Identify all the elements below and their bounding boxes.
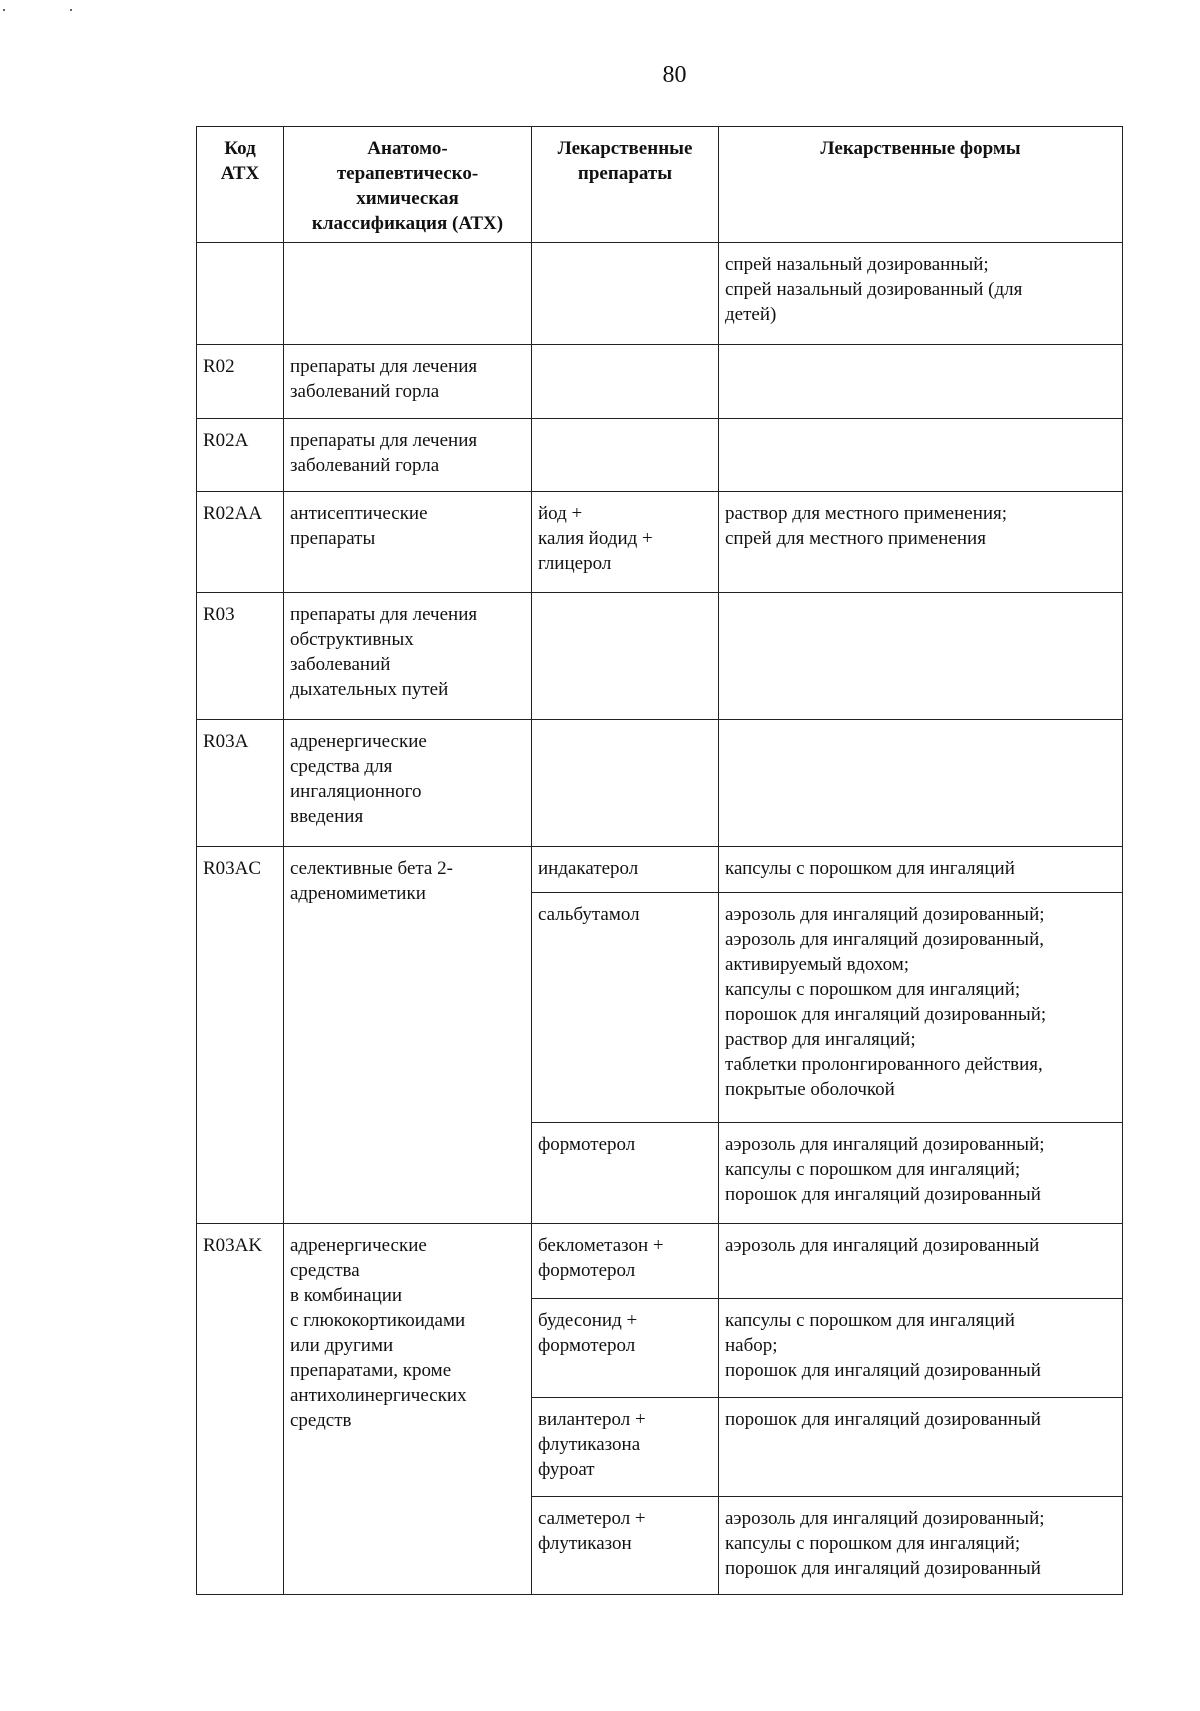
cell-classification: антисептические препараты xyxy=(284,492,532,593)
cell-code xyxy=(197,243,284,345)
cell-drug: сальбутамол xyxy=(532,893,719,1123)
cell-code: R03 xyxy=(197,593,284,720)
cell-forms: капсулы с порошком для ингаляций xyxy=(719,847,1123,893)
cell-drug: вилантерол + флутиказона фуроат xyxy=(532,1398,719,1497)
cell-forms xyxy=(719,419,1123,492)
cell-forms: аэрозоль для ингаляций дозированный; капсулы с порошком для ингаляций; порошок для ингаляций дозированный xyxy=(719,1123,1123,1224)
cell-drug: индакатерол xyxy=(532,847,719,893)
atx-table xyxy=(196,126,1123,1595)
table-row xyxy=(197,720,1123,847)
cell-drug xyxy=(532,720,719,847)
cell-drug xyxy=(532,419,719,492)
cell-code: R02 xyxy=(197,345,284,419)
cell-drug: беклометазон + формотерол xyxy=(532,1224,719,1299)
table-row xyxy=(197,593,1123,720)
table-row xyxy=(197,492,1123,593)
cell-classification: адренергические средства для ингаляционного введения xyxy=(284,720,532,847)
scan-artifact xyxy=(70,9,72,11)
cell-forms: аэрозоль для ингаляций дозированный; аэрозоль для ингаляций дозированный, активируемый вдохом; капсулы с порошком для ингаляций; порошок для ингаляций дозированный; раствор для ингаляций; таблетки пролонгированного действия, покрытые оболочкой xyxy=(719,893,1123,1123)
cell-classification: препараты для лечения обструктивных заболеваний дыхательных путей xyxy=(284,593,532,720)
cell-classification: селективные бета 2- адреномиметики xyxy=(284,847,532,1224)
table-row xyxy=(197,847,1123,893)
cell-forms xyxy=(719,345,1123,419)
page-number: 80 xyxy=(662,62,687,88)
cell-forms xyxy=(719,720,1123,847)
cell-drug xyxy=(532,243,719,345)
header-classification: Анатомо- терапевтическо- химическая классификация (АТХ) xyxy=(284,127,532,243)
cell-drug xyxy=(532,345,719,419)
cell-classification: препараты для лечения заболеваний горла xyxy=(284,345,532,419)
table-row xyxy=(197,419,1123,492)
cell-code: R02AA xyxy=(197,492,284,593)
cell-code: R03A xyxy=(197,720,284,847)
cell-code: R02A xyxy=(197,419,284,492)
cell-drug xyxy=(532,593,719,720)
cell-forms: капсулы с порошком для ингаляций набор; порошок для ингаляций дозированный xyxy=(719,1299,1123,1398)
cell-forms: спрей назальный дозированный; спрей назальный дозированный (для детей) xyxy=(719,243,1123,345)
cell-drug: формотерол xyxy=(532,1123,719,1224)
cell-forms: аэрозоль для ингаляций дозированный xyxy=(719,1224,1123,1299)
header-forms: Лекарственные формы xyxy=(719,127,1123,243)
cell-drug: йод + калия йодид + глицерол xyxy=(532,492,719,593)
cell-classification: препараты для лечения заболеваний горла xyxy=(284,419,532,492)
table-row xyxy=(197,1224,1123,1299)
table-row xyxy=(197,345,1123,419)
table-row xyxy=(197,243,1123,345)
scan-artifact xyxy=(3,9,5,11)
cell-drug: салметерол + флутиказон xyxy=(532,1497,719,1595)
cell-classification: адренергические средства в комбинации с глюкокортикоидами или другими препаратами, кроме антихолинергических средств xyxy=(284,1224,532,1595)
cell-code: R03AK xyxy=(197,1224,284,1595)
cell-code: R03AC xyxy=(197,847,284,1224)
cell-forms: порошок для ингаляций дозированный xyxy=(719,1398,1123,1497)
cell-drug: будесонид + формотерол xyxy=(532,1299,719,1398)
cell-forms: раствор для местного применения; спрей для местного применения xyxy=(719,492,1123,593)
header-drugs: Лекарственные препараты xyxy=(532,127,719,243)
table-header-row xyxy=(197,127,1123,243)
cell-forms xyxy=(719,593,1123,720)
cell-classification xyxy=(284,243,532,345)
cell-forms: аэрозоль для ингаляций дозированный; капсулы с порошком для ингаляций; порошок для ингаляций дозированный xyxy=(719,1497,1123,1595)
header-code: Код АТХ xyxy=(197,127,284,243)
